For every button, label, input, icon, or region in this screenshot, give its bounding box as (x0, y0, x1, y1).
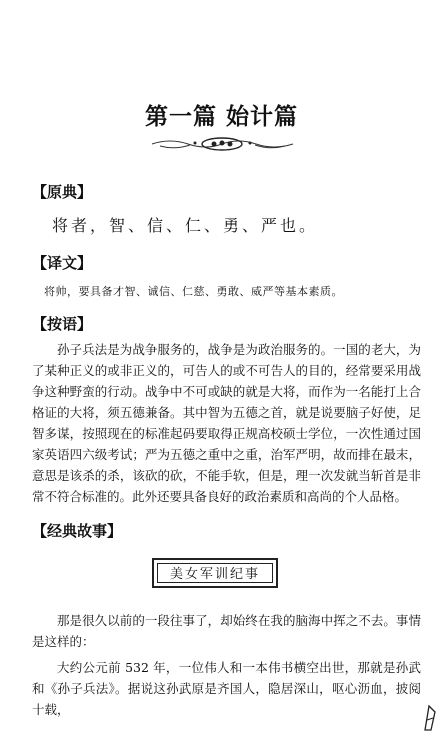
yuandian-text: 将者，智、信、仁、勇、严也。 (52, 216, 319, 235)
section-tag-anyu: 【按语】 (32, 315, 93, 333)
section-tag-yuandian: 【原典】 (32, 183, 93, 201)
story-title-box (152, 558, 278, 588)
story-title: 美女军训纪事 (169, 567, 260, 582)
story-paragraph-2: 大约公元前 532 年，一位伟人和一本伟书横空出世，那就是孙武和《孙子兵法》。据说这孙武原是齐国人，隐居深山，呕心沥血，披阅十载， (32, 660, 421, 717)
chapter-title: 第一篇 始计篇 (144, 103, 298, 130)
section-tag-story: 【经典故事】 (32, 522, 123, 540)
title-ornament (150, 134, 295, 154)
section-tag-yiwen: 【译文】 (32, 254, 93, 272)
page-corner-mark (421, 702, 439, 732)
anyu-paragraph: 孙子兵法是为战争服务的，战争是为政治服务的。一国的老大，为了某种正义的或非正义的，可告人的或不可告人的目的，经常要采用战争这种野蛮的行动。战争中不可或缺的就是大将，而作为一名能打上合格证的大将，须五德兼备。其中智为五德之首，就是说要脑子好使，足智多谋，按照现在的标准起码要取得正规高校硕士学位，一次性通过国家英语四六级考试；严为五德之重中之重，治军严明，故而排在最末，意思是该杀的杀，该砍的砍，不能手软，但是，理一次发就当斩首是非常不符合标准的。此外还要具备良好的政治素质和高尚的个人品格。 (32, 342, 421, 504)
story-paragraph-1: 那是很久以前的一段往事了，却始终在我的脑海中挥之不去。事情是这样的： (32, 613, 421, 649)
yiwen-text: 将帅，要具备才智、诚信、仁慈、勇敢、威严等基本素质。 (44, 285, 343, 298)
